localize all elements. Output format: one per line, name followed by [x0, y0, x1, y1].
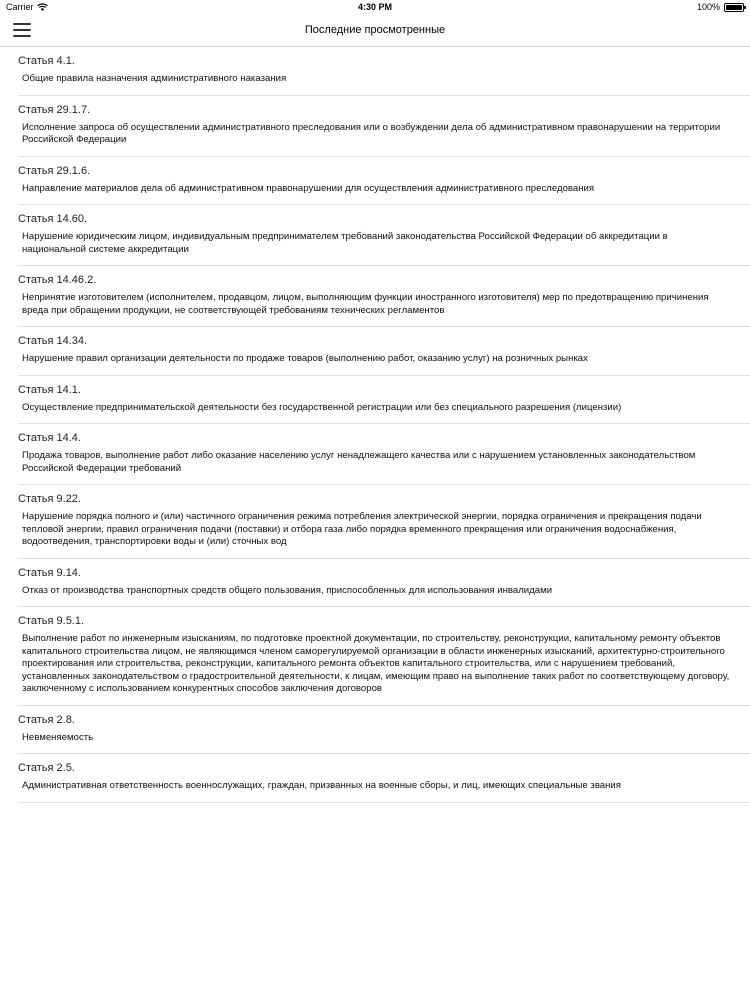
article-description: Нарушение порядка полного и (или) частичного ограничения режима потребления электрической энергии, порядка ограничения и прекращения подачи тепловой энергии, правил ограничения подачи (поставки) и отбора газа либо порядка временного прекращения или ограничения водоснабжения, водоотведения, транспортировки воды и (или) сточных вод: [22, 511, 702, 547]
article-number: Статья 14.4.: [18, 432, 81, 444]
status-time: 4:30 PM: [357, 2, 392, 12]
list-item[interactable]: [18, 157, 750, 206]
article-description: Административная ответственность военнослужащих, граждан, призванных на военные сборы, и лиц, имеющих специальные звания: [22, 780, 621, 791]
article-description: Выполнение работ по инженерным изысканиям, по подготовке проектной документации, по строительству, реконструкции, капитальному ремонту объектов капитального строительства лицом, не являющимся членом саморегулируемой организации в области инженерных изысканий, архитектурно-строительного проектирования или строительства, реконструкции, капитального ремонта объектов капитального строительства, или с нарушением требований, установленных законодательством о градостроительной деятельности, к лицам, имеющим право на выполнение таких работ по соответствующему договору, заключенному с использованием конкурентных способов заключения договоров: [22, 633, 730, 694]
article-number: Статья 14.60.: [18, 213, 88, 225]
list-item[interactable]: [18, 205, 750, 266]
article-number: Статья 29.1.6.: [18, 164, 91, 177]
article-description: Исполнение запроса об осуществлении административного преследования или о возбуждении дела об административном правонарушении на территории Российской Федерации: [22, 121, 721, 145]
navigation-bar: [0, 14, 750, 47]
carrier-label: Carrier: [6, 2, 34, 12]
article-description: Нарушение юридическим лицом, индивидуальным предпринимателем требований законодательства Российской Федерации об аккредитации в национальной системе аккредитации: [22, 231, 668, 255]
list-item[interactable]: [18, 424, 750, 485]
article-description: Непринятие изготовителем (исполнителем, продавцом, лицом, выполняющим функции иностранного изготовителя) мер по предотвращению причинения вреда при обращении продукции, не соответствующей требованиям технических регламентов: [22, 292, 709, 316]
article-description: Направление материалов дела об административном правонарушении для осуществления административного преследования: [22, 182, 595, 194]
article-number: Статья 2.5.: [18, 762, 75, 774]
article-number: Статья 14.46.2.: [18, 274, 97, 286]
article-description: Отказ от производства транспортных средств общего пользования, приспособленных для использования инвалидами: [22, 584, 553, 596]
article-number: Статья 4.1.: [18, 55, 75, 67]
article-number: Статья 9.22.: [18, 493, 81, 505]
status-right: [697, 0, 744, 14]
list-item[interactable]: [18, 96, 750, 157]
article-description: Невменяемость: [22, 731, 94, 743]
article-description: Нарушение правил организации деятельности по продаже товаров (выполнению работ, оказанию услуг) на розничных рынках: [22, 353, 588, 364]
list-item[interactable]: [18, 266, 750, 327]
recent-articles-list: [0, 47, 750, 803]
status-left: [6, 0, 48, 14]
article-number: Статья 29.1.7.: [18, 103, 91, 116]
list-item[interactable]: [18, 327, 750, 376]
article-description: Осуществление предпринимательской деятельности без государственной регистрации или без специального разрешения (лицензии): [22, 401, 622, 413]
wifi-icon: [37, 3, 48, 11]
list-item[interactable]: [18, 485, 750, 559]
battery-fill: [726, 5, 742, 10]
hamburger-menu-icon[interactable]: [13, 22, 31, 38]
article-number: Статья 2.8.: [18, 713, 75, 726]
article-number: Статья 9.5.1.: [18, 615, 85, 627]
article-description: Общие правила назначения административного наказания: [22, 73, 287, 84]
list-item[interactable]: [18, 754, 750, 803]
article-number: Статья 14.1.: [18, 383, 81, 396]
list-item[interactable]: [18, 559, 750, 608]
article-description: Продажа товаров, выполнение работ либо оказание населению услуг ненадлежащего качества или с нарушением установленных законодательством Российской Федерации требований: [22, 450, 696, 474]
list-item[interactable]: [18, 706, 750, 755]
list-item[interactable]: [18, 376, 750, 425]
status-bar: [0, 0, 750, 14]
list-item[interactable]: [18, 607, 750, 706]
page-title: Последние просмотренные: [304, 24, 446, 36]
list-item[interactable]: [18, 47, 750, 96]
article-number: Статья 14.34.: [18, 335, 88, 347]
article-number: Статья 9.14.: [18, 566, 81, 579]
battery-icon: [724, 3, 744, 12]
battery-percent: 100%: [696, 2, 720, 12]
